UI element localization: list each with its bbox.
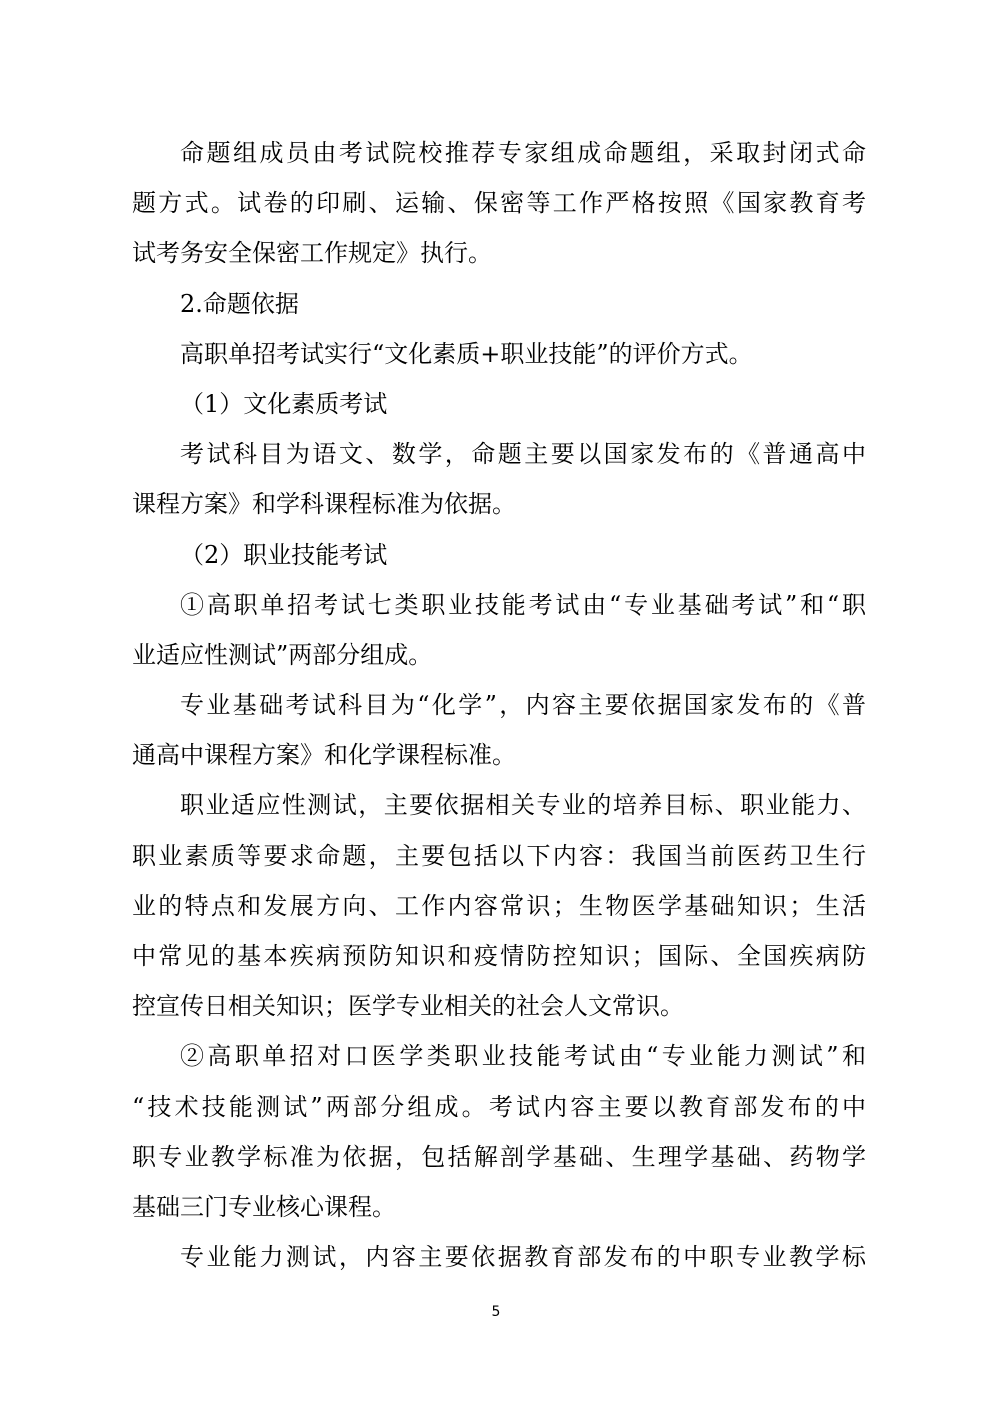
text-line: 职业适应性测试，主要依据相关专业的培养目标、职业能力、 bbox=[180, 791, 866, 820]
text-line: 考试科目为语文、数学，命题主要以国家发布的《普通高中 bbox=[180, 440, 866, 469]
text-line: ①高职单招考试七类职业技能考试由“专业基础考试”和“职 bbox=[180, 590, 866, 619]
text-line: 通高中课程方案》和化学课程标准。 bbox=[132, 741, 516, 770]
text-line: 业的特点和发展方向、工作内容常识；生物医学基础知识；生活 bbox=[132, 891, 866, 920]
text-line: 职业素质等要求命题，主要包括以下内容：我国当前医药卫生行 bbox=[132, 841, 866, 870]
section-heading: 2.命题依据 bbox=[180, 289, 299, 318]
text-line: 题方式。试卷的印刷、运输、保密等工作严格按照《国家教育考 bbox=[132, 189, 866, 218]
text-line: 中常见的基本疾病预防知识和疫情防控知识；国际、全国疾病防 bbox=[132, 942, 866, 970]
subsection-heading: （1）文化素质考试 bbox=[180, 389, 388, 418]
text-line: “技术技能测试”两部分组成。考试内容主要以教育部发布的中 bbox=[132, 1092, 866, 1121]
text-line: 课程方案》和学科课程标准为依据。 bbox=[132, 490, 516, 519]
subsection-heading: （2）职业技能考试 bbox=[180, 540, 388, 569]
text-line: 专业能力测试，内容主要依据教育部发布的中职专业教学标 bbox=[180, 1243, 866, 1272]
page-number: 5 bbox=[491, 1304, 501, 1320]
text-line: ②高职单招对口医学类职业技能考试由“专业能力测试”和 bbox=[180, 1042, 866, 1071]
text-line: 基础三门专业核心课程。 bbox=[132, 1192, 396, 1221]
text-line: 专业基础考试科目为“化学”，内容主要依据国家发布的《普 bbox=[180, 691, 866, 720]
text-line: 控宣传日相关知识；医学专业相关的社会人文常识。 bbox=[132, 992, 684, 1021]
text-line: 命题组成员由考试院校推荐专家组成命题组，采取封闭式命 bbox=[180, 139, 866, 167]
text-line: 高职单招考试实行“文化素质+职业技能”的评价方式。 bbox=[180, 339, 753, 368]
text-line: 职专业教学标准为依据，包括解剖学基础、生理学基础、药物学 bbox=[132, 1142, 866, 1171]
text-line: 业适应性测试”两部分组成。 bbox=[132, 640, 433, 669]
text-line: 试考务安全保密工作规定》执行。 bbox=[132, 239, 492, 268]
document-body bbox=[132, 128, 866, 1282]
